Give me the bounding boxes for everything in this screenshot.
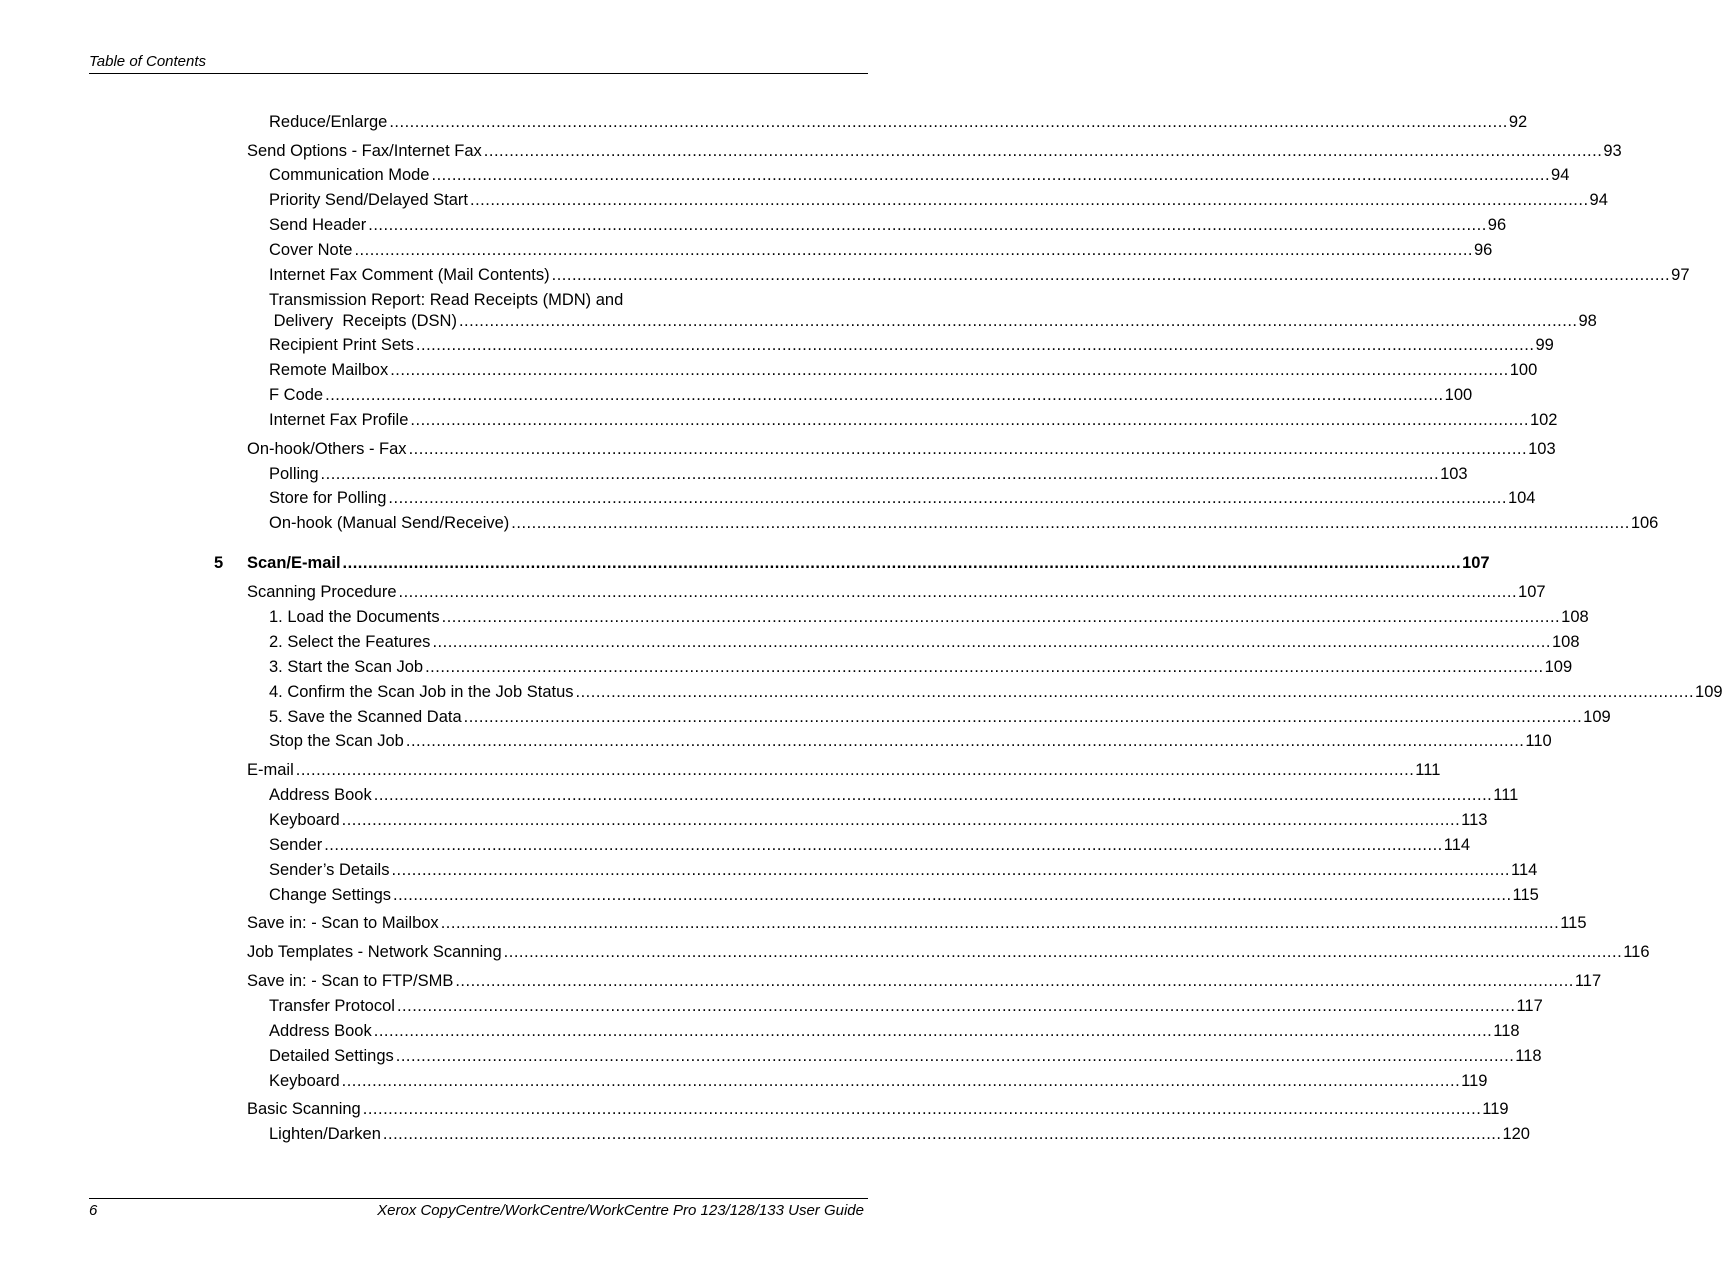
toc-entry-label: Reduce/Enlarge: [269, 113, 388, 131]
toc-entry[interactable]: [269, 112, 1528, 132]
toc-entry-label: Address Book: [269, 1022, 372, 1040]
toc-entry-label: Internet Fax Comment (Mail Contents): [269, 266, 550, 284]
toc-entry-label: 3. Start the Scan Job: [269, 658, 424, 676]
toc-entry-page: 96: [1473, 241, 1493, 259]
toc-entry-label: Address Book: [269, 786, 372, 804]
toc-entry-page: 98: [1578, 312, 1597, 330]
toc-entry-page: 100: [1509, 361, 1538, 379]
toc-entry[interactable]: [269, 1021, 1520, 1041]
dot-leader: ............................................................................................................................................................................................................................: [551, 266, 1671, 284]
toc-entry-page: 96: [1487, 216, 1507, 234]
dot-leader: ............................................................................................................................................................................................................................: [391, 861, 1510, 879]
toc-entry-page: 99: [1535, 336, 1554, 354]
footer-guide-title: Xerox CopyCentre/WorkCentre/WorkCentre Pro 123/128/133 User Guide: [377, 1202, 864, 1219]
dot-leader: ............................................................................................................................................................................................................................: [410, 411, 1529, 429]
dot-leader: ............................................................................................................................................................................................................................: [388, 489, 1507, 507]
toc-entry-label: On-hook (Manual Send/Receive): [269, 514, 510, 532]
toc-entry-label: Save in: - Scan to FTP/SMB: [247, 972, 454, 990]
toc-entry[interactable]: [269, 682, 1723, 702]
toc-entry-page: 108: [1551, 633, 1580, 651]
toc-entry[interactable]: [269, 215, 1507, 235]
toc-entry[interactable]: [269, 165, 1570, 185]
toc-entry[interactable]: [269, 240, 1493, 260]
toc-entry[interactable]: [269, 1071, 1488, 1091]
toc-entry[interactable]: [247, 582, 1546, 602]
header-rule: [89, 73, 868, 74]
running-header: Table of Contents: [89, 53, 207, 70]
toc-entry-page: 114: [1443, 836, 1471, 854]
toc-entry-page: 103: [1528, 440, 1556, 458]
dot-leader: ............................................................................................................................................................................................................................: [341, 811, 1461, 829]
dot-leader: ............................................................................................................................................................................................................................: [575, 683, 1695, 701]
toc-entry-label: 5. Save the Scanned Data: [269, 708, 462, 726]
toc-entry-page: 110: [1525, 732, 1552, 750]
toc-entry-label: 1. Load the Documents: [269, 608, 440, 626]
dot-leader: ............................................................................................................................................................................................................................: [432, 633, 1551, 651]
dot-leader: ............................................................................................................................................................................................................................: [503, 943, 1623, 961]
toc-entry[interactable]: [269, 385, 1473, 405]
dot-leader: ............................................................................................................................................................................................................................: [390, 361, 1509, 379]
dot-leader: ............................................................................................................................................................................................................................: [396, 997, 1516, 1015]
dot-leader: ............................................................................................................................................................................................................................: [441, 608, 1561, 626]
dot-leader: ............................................................................................................................................................................................................................: [455, 972, 1574, 990]
toc-entry[interactable]: [247, 760, 1441, 780]
toc-entry-label: E-mail: [247, 761, 294, 779]
toc-entry[interactable]: [269, 785, 1519, 805]
toc-entry[interactable]: [269, 810, 1488, 830]
toc-entry-label: Job Templates - Network Scanning: [247, 943, 502, 961]
toc-entry-page: 106: [1630, 514, 1659, 532]
chapter-number: 5: [214, 554, 224, 572]
toc-entry-page: 102: [1529, 411, 1558, 429]
dot-leader: ............................................................................................................................................................................................................................: [373, 786, 1493, 804]
toc-entry-page: 117: [1574, 972, 1602, 990]
toc-entry[interactable]: [269, 410, 1558, 430]
dot-leader: ............................................................................................................................................................................................................................: [408, 440, 1528, 458]
toc-entry[interactable]: [269, 311, 1597, 331]
toc-entry-label: Sender’s Details: [269, 861, 390, 879]
dot-leader: ............................................................................................................................................................................................................................: [483, 142, 1603, 160]
toc-entry-label: Send Options - Fax/Internet Fax: [247, 142, 482, 160]
dot-leader: ............................................................................................................................................................................................................................: [389, 113, 1508, 131]
toc-entry[interactable]: [269, 190, 1608, 210]
toc-entry-label: Scan/E-mail: [247, 554, 341, 572]
toc-entry[interactable]: [247, 141, 1622, 161]
footer-rule: [89, 1198, 868, 1199]
toc-entry-page: 109: [1544, 658, 1573, 676]
toc-entry-page: 116: [1623, 943, 1650, 961]
dot-leader: ............................................................................................................................................................................................................................: [440, 914, 1560, 932]
toc-entry-page: 115: [1560, 914, 1587, 932]
toc-entry-page: 93: [1603, 142, 1622, 160]
toc-entry-label: Recipient Print Sets: [269, 336, 414, 354]
toc-entry[interactable]: [269, 731, 1552, 751]
toc-entry-label: Sender: [269, 836, 323, 854]
toc-entry-label: Keyboard: [269, 811, 340, 829]
toc-entry[interactable]: [269, 860, 1538, 880]
toc-entry-page: 118: [1515, 1047, 1542, 1065]
toc-entry[interactable]: [247, 942, 1650, 962]
toc-entry[interactable]: [269, 1124, 1530, 1144]
toc-entry[interactable]: [269, 657, 1573, 677]
dot-leader: ............................................................................................................................................................................................................................: [415, 336, 1535, 354]
dot-leader: ............................................................................................................................................................................................................................: [373, 1022, 1493, 1040]
toc-entry-label: Send Header: [269, 216, 367, 234]
toc-entry[interactable]: [269, 1046, 1542, 1066]
toc-entry-label: F Code: [269, 386, 324, 404]
toc-entry[interactable]: [269, 464, 1468, 484]
toc-entry-page: 109: [1583, 708, 1611, 726]
toc-entry[interactable]: [269, 488, 1536, 508]
dot-leader: ............................................................................................................................................................................................................................: [398, 583, 1518, 601]
dot-leader: ............................................................................................................................................................................................................................: [511, 514, 1630, 532]
dot-leader: ............................................................................................................................................................................................................................: [320, 465, 1440, 483]
toc-entry[interactable]: [269, 513, 1659, 533]
toc-entry[interactable]: [269, 360, 1538, 380]
toc-entry-label: 4. Confirm the Scan Job in the Job Status: [269, 683, 574, 701]
toc-entry-page: 92: [1508, 113, 1528, 131]
toc-entry-page: 109: [1695, 683, 1723, 701]
dot-leader: ............................................................................................................................................................................................................................: [463, 708, 1583, 726]
toc-entry-label: Communication Mode: [269, 166, 430, 184]
toc-entry-page: 118: [1493, 1022, 1520, 1040]
toc-entry-label: Basic Scanning: [247, 1100, 361, 1118]
toc-entry[interactable]: [247, 1099, 1509, 1119]
toc-entry-page: 103: [1440, 465, 1468, 483]
toc-entry-page: 119: [1482, 1100, 1509, 1118]
dot-leader: ............................................................................................................................................................................................................................: [324, 836, 1443, 854]
toc-entry-page: 97: [1671, 266, 1690, 284]
toc-entry-label: Polling: [269, 465, 319, 483]
dot-leader: ............................................................................................................................................................................................................................: [342, 554, 1462, 572]
dot-leader: ............................................................................................................................................................................................................................: [405, 732, 1525, 750]
toc-entry[interactable]: [247, 971, 1602, 991]
toc-entry-page: 100: [1444, 386, 1473, 404]
toc-entry-label: Store for Polling: [269, 489, 387, 507]
toc-entry[interactable]: [247, 913, 1587, 933]
toc-entry-label: Remote Mailbox: [269, 361, 389, 379]
toc-entry-label: Change Settings: [269, 886, 392, 904]
dot-leader: ............................................................................................................................................................................................................................: [393, 886, 1512, 904]
toc-entry-label: Priority Send/Delayed Start: [269, 191, 469, 209]
toc-entry-page: 104: [1507, 489, 1536, 507]
dot-leader: ............................................................................................................................................................................................................................: [470, 191, 1589, 209]
dot-leader: ............................................................................................................................................................................................................................: [362, 1100, 1482, 1118]
toc-entry-page: 108: [1561, 608, 1589, 626]
toc-entry-label: Save in: - Scan to Mailbox: [247, 914, 439, 932]
toc-entry-label: Stop the Scan Job: [269, 732, 404, 750]
toc-entry-page: 107: [1462, 554, 1490, 572]
toc-entry-label: Keyboard: [269, 1072, 340, 1090]
toc-entry-page: 94: [1589, 191, 1608, 209]
toc-entry[interactable]: [269, 996, 1543, 1016]
toc-entry-label: Cover Note: [269, 241, 353, 259]
toc-entry[interactable]: [269, 632, 1580, 652]
dot-leader: ............................................................................................................................................................................................................................: [295, 761, 1415, 779]
toc-entry-label: Scanning Procedure: [247, 583, 397, 601]
toc-entry-page: 111: [1493, 786, 1519, 804]
toc-entry[interactable]: [269, 707, 1611, 727]
toc-entry-label: Delivery Receipts (DSN): [269, 312, 457, 330]
toc-entry-label-first-line[interactable]: Transmission Report: Read Receipts (MDN) and: [269, 291, 624, 309]
toc-entry-label: On-hook/Others - Fax: [247, 440, 407, 458]
toc-entry-page: 113: [1461, 811, 1488, 829]
toc-entry-page: 117: [1516, 997, 1543, 1015]
toc-entry-page: 111: [1415, 761, 1441, 779]
toc-entry-label: Detailed Settings: [269, 1047, 394, 1065]
footer-page-number: 6: [89, 1202, 98, 1219]
toc-entry[interactable]: [269, 835, 1471, 855]
toc-entry[interactable]: [269, 335, 1554, 355]
toc-chapter-entry[interactable]: [247, 553, 1490, 573]
dot-leader: ............................................................................................................................................................................................................................: [382, 1125, 1502, 1143]
toc-entry-page: 119: [1461, 1072, 1488, 1090]
toc-entry-label: Internet Fax Profile: [269, 411, 409, 429]
toc-entry-label: Lighten/Darken: [269, 1125, 381, 1143]
dot-leader: ............................................................................................................................................................................................................................: [354, 241, 1473, 259]
dot-leader: ............................................................................................................................................................................................................................: [431, 166, 1551, 184]
toc-entry-page: 94: [1551, 166, 1570, 184]
toc-entry[interactable]: [247, 439, 1556, 459]
dot-leader: ............................................................................................................................................................................................................................: [368, 216, 1487, 234]
dot-leader: ............................................................................................................................................................................................................................: [325, 386, 1444, 404]
toc-entry[interactable]: [269, 885, 1539, 905]
toc-entry-page: 120: [1502, 1125, 1530, 1143]
toc-entry-label: Transfer Protocol: [269, 997, 395, 1015]
toc-entry-page: 114: [1511, 861, 1538, 879]
toc-entry-label: 2. Select the Features: [269, 633, 431, 651]
toc-entry-page: 115: [1512, 886, 1539, 904]
toc-entry-page: 107: [1518, 583, 1546, 601]
dot-leader: ............................................................................................................................................................................................................................: [458, 312, 1578, 330]
dot-leader: ............................................................................................................................................................................................................................: [341, 1072, 1461, 1090]
dot-leader: ............................................................................................................................................................................................................................: [395, 1047, 1515, 1065]
toc-entry[interactable]: [269, 607, 1589, 627]
dot-leader: ............................................................................................................................................................................................................................: [425, 658, 1544, 676]
toc-entry[interactable]: [269, 265, 1690, 285]
